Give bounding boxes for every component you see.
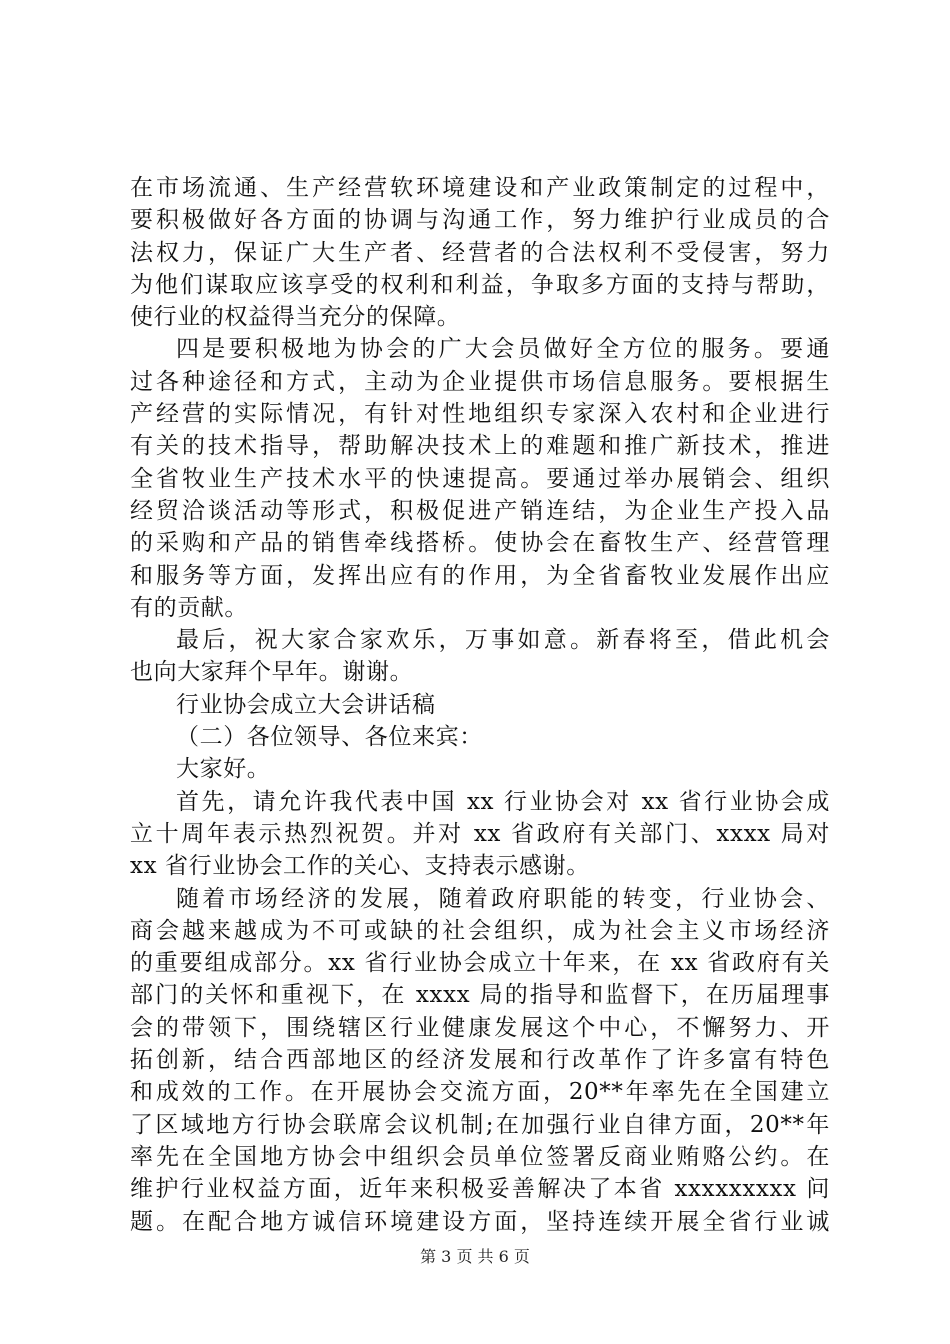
text-line: 的重要组成部分。xx 省行业协会成立十年来，在 xx 省政府有关: [130, 950, 830, 977]
text-line: 使行业的权益得当充分的保障。: [130, 304, 461, 331]
text-line: 拓创新，结合西部地区的经济发展和行改革作了许多富有特色: [130, 1047, 830, 1074]
text-line: 最后，祝大家合家欢乐，万事如意。新春将至，借此机会: [176, 627, 830, 654]
text-line: 有的贡献。: [130, 594, 248, 621]
text-line: 商会越来越成为不可或缺的社会组织，成为社会主义市场经济: [130, 917, 830, 944]
text-line: 全省牧业生产技术水平的快速提高。要通过举办展销会、组织: [130, 465, 830, 492]
text-line: （二）各位领导、各位来宾：: [176, 724, 483, 751]
text-line: 行业协会成立大会讲话稿: [176, 691, 436, 718]
text-line: 要积极做好各方面的协调与沟通工作，努力维护行业成员的合: [130, 207, 830, 234]
text-line: 也向大家拜个早年。谢谢。: [130, 659, 414, 686]
text-line: xx 省行业协会工作的关心、支持表示感谢。: [130, 853, 590, 880]
text-line: 有关的技术指导，帮助解决技术上的难题和推广新技术，推进: [130, 433, 830, 460]
text-line: 首先，请允许我代表中国 xx 行业协会对 xx 省行业协会成: [176, 788, 830, 815]
document-body: [130, 172, 830, 1238]
text-line: 大家好。: [176, 756, 271, 783]
text-line: 为他们谋取应该享受的权利和利益，争取多方面的支持与帮助，: [130, 271, 830, 298]
text-line: 四是要积极地为协会的广大会员做好全方位的服务。要通: [176, 336, 830, 363]
text-line: 会的带领下，围绕辖区行业健康发展这个中心，不懈努力、开: [130, 1014, 830, 1041]
text-line: 立十周年表示热烈祝贺。并对 xx 省政府有关部门、xxxx 局对: [130, 820, 830, 847]
text-line: 部门的关怀和重视下，在 xxxx 局的指导和监督下，在历届理事: [130, 982, 830, 1009]
page-footer: 第 3 页 共 6 页: [420, 1247, 530, 1266]
text-line: 法权力，保证广大生产者、经营者的合法权利不受侵害，努力: [130, 239, 830, 266]
text-line: 了区域地方行协会联席会议机制;在加强行业自律方面，20**年: [130, 1111, 830, 1138]
text-line: 维护行业权益方面，近年来积极妥善解决了本省 xxxxxxxxx 问: [130, 1176, 830, 1203]
text-line: 题。在配合地方诚信环境建设方面，坚持连续开展全省行业诚: [130, 1208, 830, 1235]
text-line: 产经营的实际情况，有针对性地组织专家深入农村和企业进行: [130, 401, 830, 428]
text-line: 和服务等方面，发挥出应有的作用，为全省畜牧业发展作出应: [130, 562, 830, 589]
text-line: 随着市场经济的发展，随着政府职能的转变，行业协会、: [176, 885, 830, 912]
text-line: 和成效的工作。在开展协会交流方面，20**年率先在全国建立: [130, 1079, 830, 1106]
text-line: 率先在全国地方协会中组织会员单位签署反商业贿赂公约。在: [130, 1143, 830, 1170]
text-line: 经贸洽谈活动等形式，积极促进产销连结，为企业生产投入品: [130, 497, 830, 524]
text-line: 在市场流通、生产经营软环境建设和产业政策制定的过程中，: [130, 175, 830, 201]
text-line: 的采购和产品的销售牵线搭桥。使协会在畜牧生产、经营管理: [130, 530, 830, 557]
text-line: 过各种途径和方式，主动为企业提供市场信息服务。要根据生: [130, 368, 830, 395]
